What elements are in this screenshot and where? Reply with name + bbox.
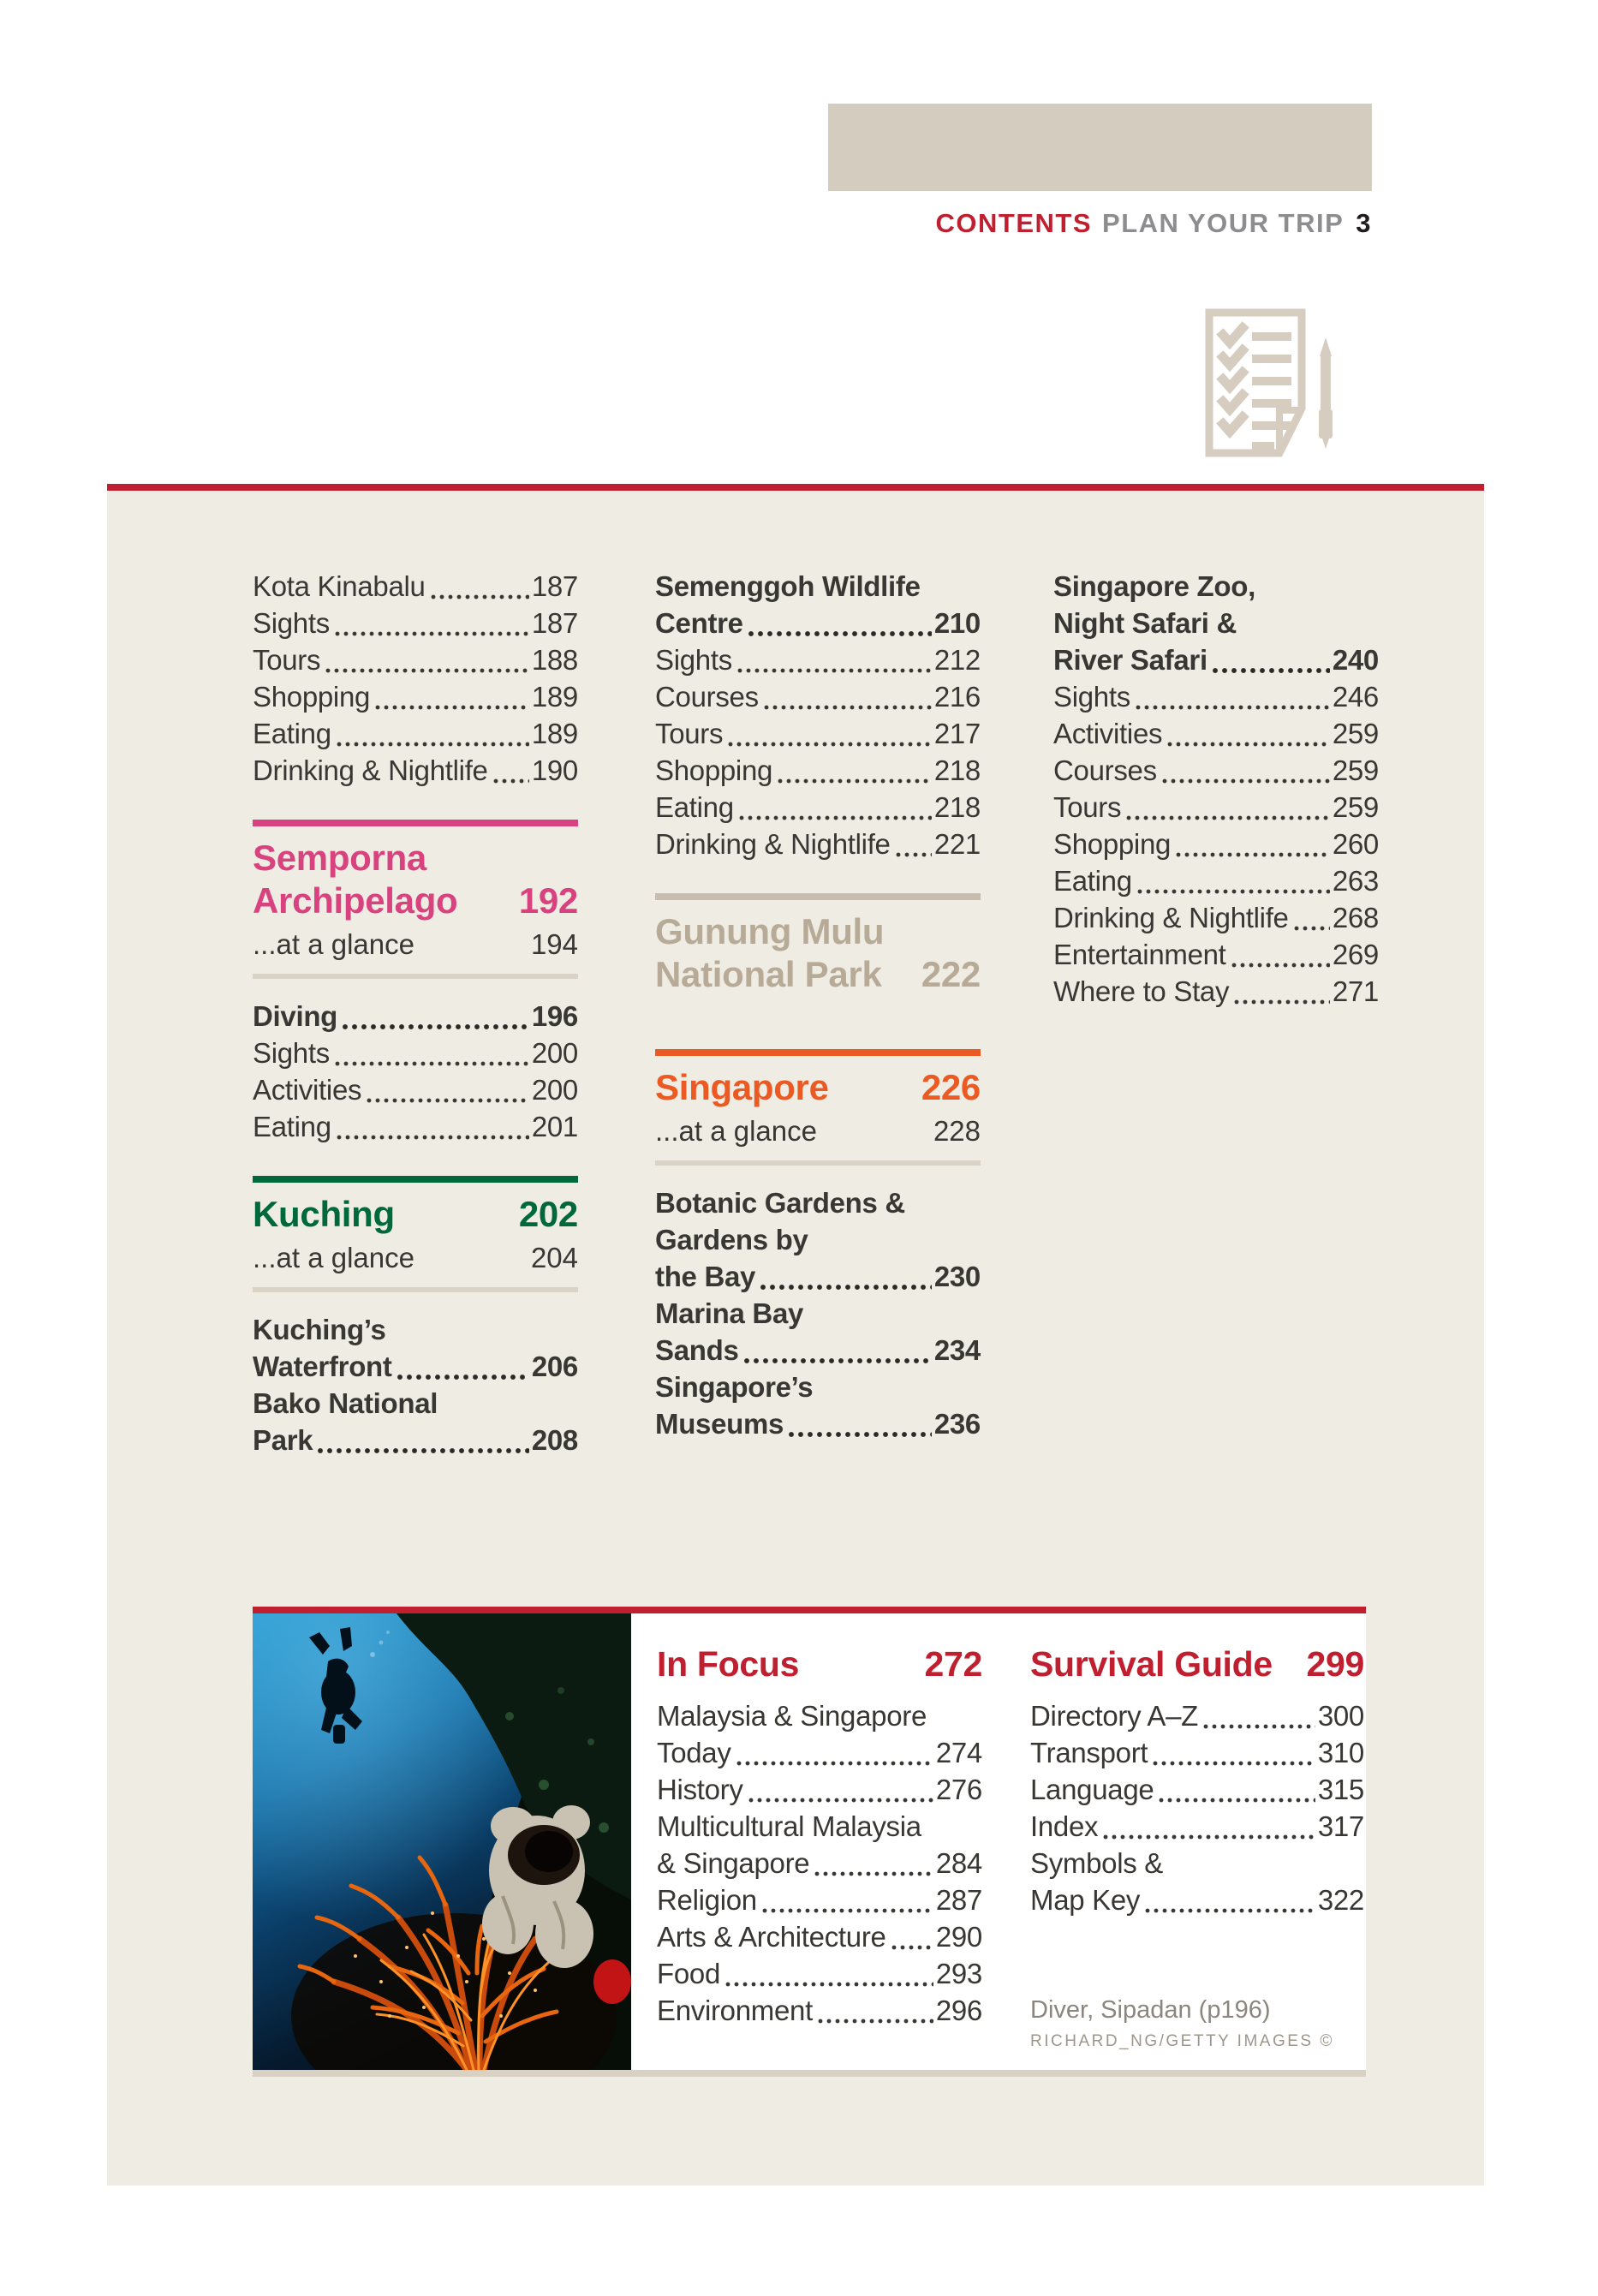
toc-entry-page: 190 — [531, 754, 578, 786]
toc-entry-page: 218 — [933, 754, 981, 786]
section-title-line — [253, 880, 578, 922]
dotted-leader — [337, 742, 529, 747]
toc-entry-page: 201 — [531, 1111, 578, 1142]
toc-entry — [253, 998, 578, 1035]
heading-title: Survival Guide — [1030, 1644, 1273, 1684]
toc-entry — [253, 568, 578, 605]
dotted-leader — [493, 778, 529, 784]
toc-entry-page: 269 — [1332, 939, 1379, 970]
toc-entry-page: 188 — [531, 644, 578, 676]
toc-entry-page: 187 — [531, 570, 578, 602]
toc-entry-label: Sands — [655, 1334, 739, 1366]
at-a-glance-row — [253, 1239, 578, 1277]
section-singapore — [655, 1049, 981, 1166]
dotted-leader — [736, 1761, 933, 1766]
dotted-leader — [764, 705, 932, 710]
toc-entry — [657, 1882, 982, 1918]
dotted-leader — [1126, 815, 1330, 820]
toc-entry — [657, 1955, 982, 1992]
toc-block — [253, 998, 578, 1145]
toc-entry-page: 259 — [1332, 718, 1379, 749]
toc-entry-page: 236 — [933, 1408, 981, 1440]
toc-entry-page: 234 — [933, 1334, 981, 1366]
toc-entry-label: Drinking & Nightlife — [655, 828, 891, 860]
toc-entry — [655, 752, 981, 789]
in-focus-column — [657, 1643, 982, 2029]
toc-entry-page: 268 — [1332, 902, 1379, 933]
dotted-leader — [1137, 889, 1330, 894]
toc-entry — [253, 1348, 578, 1385]
toc-entry-line: Semenggoh Wildlife — [655, 570, 921, 602]
dotted-leader — [1145, 1908, 1315, 1913]
at-a-glance-label: ...at a glance — [253, 928, 414, 960]
toc-entry-page: 260 — [1332, 828, 1379, 860]
decorative-beige-block — [828, 104, 1372, 191]
toc-entry-page: 317 — [1317, 1810, 1364, 1842]
dotted-leader — [1203, 1724, 1315, 1729]
dotted-leader — [748, 631, 932, 636]
toc-entry-page: 218 — [933, 791, 981, 823]
toc-entry-page: 210 — [933, 607, 981, 639]
section-title-line — [253, 837, 578, 880]
toc-entry-label: Museums — [655, 1408, 784, 1440]
toc-entry-page: 290 — [935, 1921, 982, 1953]
toc-entry-page: 206 — [531, 1351, 578, 1382]
toc-entry-label: Sights — [655, 644, 732, 676]
toc-entry — [253, 1035, 578, 1071]
header-section-label: PLAN YOUR TRIP — [1102, 208, 1345, 238]
dotted-leader — [891, 1945, 933, 1950]
toc-entry-page: 230 — [933, 1261, 981, 1292]
toc-entry — [657, 1734, 982, 1771]
header-page-number: 3 — [1356, 208, 1372, 238]
toc-entry-label: Tours — [253, 644, 321, 676]
toc-entry-label: & Singapore — [657, 1847, 810, 1879]
toc-entry — [1030, 1771, 1364, 1808]
survival-guide-column — [1030, 1643, 1364, 1918]
toc-entry-page: 187 — [531, 607, 578, 639]
dotted-leader — [1294, 926, 1330, 931]
toc-entry-label: Tours — [655, 718, 724, 749]
dotted-leader — [335, 1061, 529, 1066]
toc-entry-label: Diving — [253, 1000, 338, 1032]
section-gunung-mulu — [655, 893, 981, 1018]
toc-entry — [253, 715, 578, 752]
section-title-text: Archipelago — [253, 880, 458, 921]
toc-entry — [1053, 936, 1379, 973]
toc-entry — [1053, 862, 1379, 899]
toc-entry — [253, 605, 578, 641]
dotted-leader — [325, 668, 529, 673]
dotted-leader — [367, 1098, 529, 1103]
toc-entry — [1053, 678, 1379, 715]
toc-entry-line: Marina Bay — [655, 1297, 804, 1329]
toc-entry-page: 284 — [935, 1847, 982, 1879]
toc-entry-label: Transport — [1030, 1737, 1148, 1768]
toc-entry — [655, 605, 981, 641]
toc-entry — [655, 789, 981, 826]
toc-entry — [655, 641, 981, 678]
dotted-leader — [335, 631, 529, 636]
dotted-leader — [744, 1358, 932, 1363]
contents-panel — [107, 484, 1484, 2186]
toc-block — [253, 1311, 578, 1458]
heading-page-number: 299 — [1306, 1644, 1364, 1684]
section-page-number: 202 — [518, 1194, 578, 1234]
toc-entry-page: 322 — [1317, 1884, 1364, 1916]
toc-entry-page: 221 — [933, 828, 981, 860]
section-page-number: 192 — [518, 880, 578, 921]
dotted-leader — [896, 852, 932, 857]
dotted-leader — [814, 1871, 933, 1876]
toc-entry — [1053, 826, 1379, 862]
section-title-line — [655, 910, 981, 953]
toc-entry — [253, 678, 578, 715]
section-page-number: 226 — [921, 1067, 981, 1107]
toc-entry — [657, 1992, 982, 2029]
toc-block — [655, 1184, 981, 1442]
toc-entry — [655, 678, 981, 715]
toc-entry — [1053, 715, 1379, 752]
dotted-leader — [375, 705, 529, 710]
toc-entry-label: Courses — [655, 681, 759, 713]
toc-entry-page: 208 — [531, 1424, 578, 1456]
dotted-leader — [818, 2019, 933, 2024]
at-a-glance-page: 228 — [933, 1115, 981, 1147]
toc-entry-label: the Bay — [655, 1261, 756, 1292]
toc-entry-page: 274 — [935, 1737, 982, 1768]
toc-block — [1053, 568, 1379, 1010]
header-contents-label: CONTENTS — [935, 208, 1093, 238]
toc-entry-label: Sights — [253, 1037, 330, 1069]
toc-entry — [655, 1405, 981, 1442]
toc-entry-page: 212 — [933, 644, 981, 676]
dotted-leader — [1103, 1834, 1315, 1840]
toc-entry-label: Drinking & Nightlife — [253, 754, 488, 786]
toc-entry-label: Activities — [1053, 718, 1163, 749]
toc-entry-page: 240 — [1332, 644, 1379, 676]
toc-entry-page: 263 — [1332, 865, 1379, 897]
toc-entry — [1053, 641, 1379, 678]
toc-entry-label: Sights — [253, 607, 330, 639]
toc-entry-page: 189 — [531, 681, 578, 713]
dotted-leader — [789, 1432, 932, 1437]
toc-entry-label: Shopping — [1053, 828, 1172, 860]
at-a-glance-row — [253, 926, 578, 963]
checklist-pen-icon — [1196, 307, 1350, 465]
section-kuching — [253, 1176, 578, 1292]
toc-entry-line: Botanic Gardens & — [655, 1187, 905, 1219]
toc-entry-label: Food — [657, 1958, 721, 1989]
toc-entry — [253, 1422, 578, 1458]
dotted-leader — [748, 1798, 933, 1803]
toc-entry-page: 217 — [933, 718, 981, 749]
toc-entry — [1053, 973, 1379, 1010]
toc-entry-page: 189 — [531, 718, 578, 749]
toc-entry-page: 259 — [1332, 754, 1379, 786]
heading-in-focus — [657, 1643, 982, 1685]
toc-entry-page: 259 — [1332, 791, 1379, 823]
toc-entry — [657, 1918, 982, 1955]
heading-title: In Focus — [657, 1644, 800, 1684]
section-title-text: Singapore — [655, 1067, 829, 1107]
dotted-leader — [343, 1024, 529, 1029]
toc-entry-label: Eating — [253, 718, 331, 749]
photo-caption: Diver, Sipadan (p196) — [1030, 1996, 1271, 2024]
toc-entry-page: 287 — [935, 1884, 982, 1916]
toc-entry-label: Shopping — [253, 681, 371, 713]
toc-entry-line: Malaysia & Singapore — [657, 1700, 927, 1732]
toc-entry-label: Index — [1030, 1810, 1099, 1842]
section-title-text: National Park — [655, 954, 882, 994]
running-header — [936, 208, 1372, 239]
at-a-glance-page: 204 — [530, 1242, 578, 1273]
toc-entry-label: Drinking & Nightlife — [1053, 902, 1289, 933]
toc-entry — [253, 752, 578, 789]
toc-entry — [253, 641, 578, 678]
toc-entry — [1053, 752, 1379, 789]
toc-entry-line: Bako National — [253, 1387, 438, 1419]
section-page-number: 222 — [921, 954, 981, 994]
toc-entry-label: Language — [1030, 1774, 1154, 1805]
dotted-leader — [431, 594, 529, 599]
toc-entry-label: Where to Stay — [1053, 975, 1230, 1007]
toc-entry-line: Symbols & — [1030, 1847, 1164, 1879]
dotted-leader — [1234, 999, 1330, 1005]
toc-entry-line: Kuching’s — [253, 1314, 386, 1345]
toc-entry-label: Entertainment — [1053, 939, 1226, 970]
focus-panel — [253, 1607, 1366, 2070]
toc-entry-label: Park — [253, 1424, 313, 1456]
section-title-line — [655, 1066, 981, 1109]
toc-entry-label: History — [657, 1774, 743, 1805]
dotted-leader — [1162, 778, 1330, 784]
section-title-line — [253, 1193, 578, 1236]
toc-entry-label: Environment — [657, 1995, 813, 2026]
toc-entry-line: Singapore’s — [655, 1371, 814, 1403]
heading-page-number: 272 — [924, 1644, 982, 1684]
toc-entry-label: Today — [657, 1737, 731, 1768]
heading-survival-guide — [1030, 1643, 1364, 1685]
toc-entry — [1030, 1734, 1364, 1771]
toc-column-1 — [253, 568, 578, 1458]
toc-entry-label: Sights — [1053, 681, 1130, 713]
toc-entry-line: Gardens by — [655, 1224, 808, 1255]
toc-entry-label: River Safari — [1053, 644, 1207, 676]
toc-entry-page: 296 — [935, 1995, 982, 2026]
dotted-leader — [725, 1982, 933, 1987]
toc-entry-page: 276 — [935, 1774, 982, 1805]
at-a-glance-row — [655, 1112, 981, 1150]
toc-entry — [655, 1332, 981, 1369]
toc-entry-label: Arts & Architecture — [657, 1921, 886, 1953]
toc-entry-label: Eating — [1053, 865, 1132, 897]
at-a-glance-label: ...at a glance — [655, 1115, 817, 1147]
toc-entry — [655, 1258, 981, 1295]
toc-block — [253, 568, 578, 789]
dotted-leader — [397, 1375, 529, 1380]
toc-entry-page: 293 — [935, 1958, 982, 1989]
dotted-leader — [762, 1908, 933, 1913]
photo-credit: RICHARD_NG/GETTY IMAGES © — [1030, 2032, 1334, 2050]
section-title-text: Semporna — [253, 838, 426, 878]
toc-entry-page: 216 — [933, 681, 981, 713]
toc-entry-page: 246 — [1332, 681, 1379, 713]
toc-entry-label: Directory A–Z — [1030, 1700, 1198, 1732]
at-a-glance-label: ...at a glance — [253, 1242, 414, 1273]
toc-entry-label: Shopping — [655, 754, 773, 786]
dotted-leader — [318, 1448, 528, 1453]
toc-entry-label: Tours — [1053, 791, 1122, 823]
section-semporna-archipelago — [253, 820, 578, 979]
dotted-leader — [1231, 963, 1330, 968]
toc-block — [655, 568, 981, 862]
toc-entry — [1053, 899, 1379, 936]
toc-entry-page: 200 — [531, 1037, 578, 1069]
toc-entry-label: Map Key — [1030, 1884, 1141, 1916]
toc-entry — [657, 1845, 982, 1882]
section-title-text: Kuching — [253, 1194, 395, 1234]
toc-entry-page: 200 — [531, 1074, 578, 1106]
dotted-leader — [1136, 705, 1330, 710]
toc-entry — [1053, 789, 1379, 826]
toc-entry-label: Eating — [655, 791, 734, 823]
toc-entry — [1030, 1697, 1364, 1734]
toc-entry-label: Courses — [1053, 754, 1157, 786]
toc-entry — [657, 1771, 982, 1808]
toc-entry — [1030, 1882, 1364, 1918]
dotted-leader — [1153, 1761, 1315, 1766]
toc-entry — [253, 1108, 578, 1145]
toc-entry — [655, 826, 981, 862]
toc-entry-page: 196 — [531, 1000, 578, 1032]
toc-entry-label: Waterfront — [253, 1351, 392, 1382]
dotted-leader — [739, 815, 932, 820]
toc-entry-page: 300 — [1317, 1700, 1364, 1732]
dotted-leader — [760, 1285, 932, 1290]
toc-entry-page: 315 — [1317, 1774, 1364, 1805]
diver-photo — [253, 1613, 631, 2070]
dotted-leader — [1176, 852, 1330, 857]
toc-entry-label: Centre — [655, 607, 743, 639]
toc-entry — [655, 715, 981, 752]
toc-column-2 — [655, 568, 981, 1442]
dotted-leader — [1167, 742, 1330, 747]
toc-entry-label: Eating — [253, 1111, 331, 1142]
dotted-leader — [1213, 668, 1330, 673]
section-title-text: Gunung Mulu — [655, 911, 885, 951]
toc-entry-label: Religion — [657, 1884, 757, 1916]
toc-entry-line: Singapore Zoo, — [1053, 570, 1255, 602]
dotted-leader — [728, 742, 932, 747]
dotted-leader — [337, 1135, 529, 1140]
dotted-leader — [778, 778, 932, 784]
toc-entry — [1030, 1808, 1364, 1845]
toc-entry-page: 310 — [1317, 1737, 1364, 1768]
toc-entry-label: Activities — [253, 1074, 362, 1106]
at-a-glance-page: 194 — [530, 928, 578, 960]
dotted-leader — [1159, 1798, 1315, 1803]
toc-entry — [253, 1071, 578, 1108]
toc-entry-line: Night Safari & — [1053, 607, 1237, 639]
toc-entry-label: Kota Kinabalu — [253, 570, 426, 602]
toc-entry-line: Multicultural Malaysia — [657, 1810, 921, 1842]
dotted-leader — [737, 668, 932, 673]
toc-entry-page: 271 — [1332, 975, 1379, 1007]
toc-column-3 — [1053, 568, 1379, 1010]
section-title-line — [655, 953, 981, 996]
